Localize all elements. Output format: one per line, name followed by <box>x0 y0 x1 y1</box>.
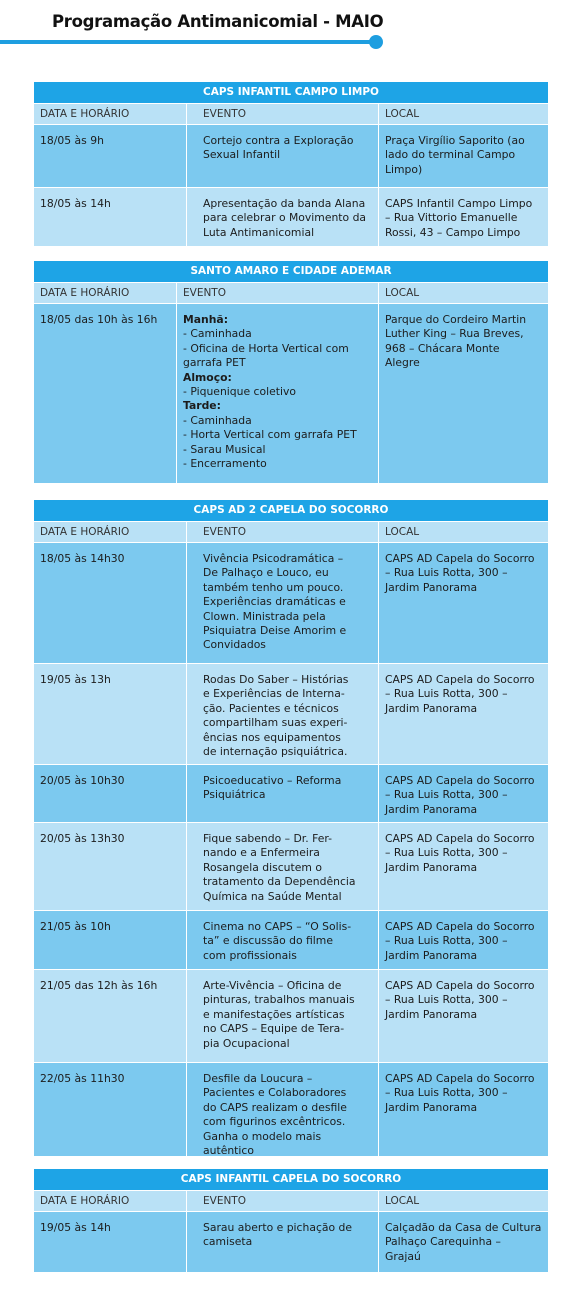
cell-date: 18/05 às 14h <box>40 197 111 210</box>
cell-local: CAPS AD Capela do Socorro – Rua Luis Rotta, 300 – Jardim Panorama <box>378 1063 548 1156</box>
cell-date: 18/05 às 9h <box>40 134 104 147</box>
table-row <box>34 1063 548 1157</box>
table-row <box>34 1212 548 1273</box>
cell-date: 20/05 às 13h30 <box>40 832 125 845</box>
section-caps-infantil-campo-limpo <box>34 82 548 247</box>
column-header-event: EVENTO <box>186 104 378 124</box>
section-caps-infantil-capela <box>34 1169 548 1273</box>
cell-date: 22/05 às 11h30 <box>40 1072 125 1085</box>
table-row <box>34 765 548 823</box>
section-caps-ad-capela <box>34 500 548 1157</box>
column-header-event: EVENTO <box>186 1191 378 1211</box>
column-header-date: DATA E HORÁRIO <box>40 287 130 299</box>
cell-date: 18/05 das 10h às 16h <box>40 313 158 326</box>
column-header-local: LOCAL <box>378 283 548 303</box>
section-header: CAPS AD 2 CAPELA DO SOCORRO <box>34 500 548 522</box>
cell-event: Psicoeducativo – Reforma Psiquiátrica <box>186 765 378 822</box>
cell-date: 18/05 às 14h30 <box>40 552 125 565</box>
cell-local: CAPS AD Capela do Socorro – Rua Luis Rotta, 300 – Jardim Panorama <box>378 765 548 822</box>
cell-date: 21/05 às 10h <box>40 920 111 933</box>
cell-event: Apresentação da banda Alana para celebrar o Movimento da Luta Antimanicomial <box>186 188 378 246</box>
column-header-row <box>34 283 548 304</box>
page-title: Programação Antimanicomial - MAIO <box>52 12 384 31</box>
column-header-event: EVENTO <box>176 283 378 303</box>
cell-event: Desfile da Loucura – Pacientes e Colaboradores do CAPS realizam o desfile com figurinos excêntricos. Ganha o modelo mais autêntico <box>186 1063 378 1156</box>
cell-date: 19/05 às 14h <box>40 1221 111 1234</box>
cell-event: Arte-Vivência – Oficina de pinturas, trabalhos manuais e manifestações artísticas no CAPS – Equipe de Tera- pia Ocupacional <box>186 970 378 1062</box>
column-header-local: LOCAL <box>378 104 548 124</box>
cell-local: Praça Virgílio Saporito (ao lado do terminal Campo Limpo) <box>378 125 548 187</box>
cell-local: Parque do Cordeiro Martin Luther King – Rua Breves, 968 – Chácara Monte Alegre <box>378 304 548 483</box>
cell-date: 21/05 das 12h às 16h <box>40 979 158 992</box>
cell-local: CAPS AD Capela do Socorro – Rua Luis Rotta, 300 – Jardim Panorama <box>378 970 548 1062</box>
table-row <box>34 911 548 970</box>
table-row <box>34 125 548 188</box>
column-header-date: DATA E HORÁRIO <box>40 108 130 120</box>
cell-event: Rodas Do Saber – Histórias e Experiências de Interna- ção. Pacientes e técnicos compartilham suas experi- ências nos equipamentos de internação psiquiátrica. <box>186 664 378 764</box>
cell-date: 19/05 às 13h <box>40 673 111 686</box>
section-header: CAPS INFANTIL CAPELA DO SOCORRO <box>34 1169 548 1191</box>
cell-event: Sarau aberto e pichação de camiseta <box>186 1212 378 1272</box>
section-header: CAPS INFANTIL CAMPO LIMPO <box>34 82 548 104</box>
title-rule <box>0 40 377 44</box>
section-header: SANTO AMARO E CIDADE ADEMAR <box>34 261 548 283</box>
cell-event: Vivência Psicodramática – De Palhaço e Louco, eu também tenho um pouco. Experiências dramáticas e Clown. Ministrada pela Psiquiatra Deise Amorim e Convidados <box>186 543 378 663</box>
table-row <box>34 304 548 484</box>
cell-event: Fique sabendo – Dr. Fer- nando e a Enfermeira Rosangela discutem o tratamento da Dependência Química na Saúde Mental <box>186 823 378 910</box>
cell-local: Calçadão da Casa de Cultura Palhaço Carequinha – Grajaú <box>378 1212 548 1272</box>
section-santo-amaro <box>34 261 548 484</box>
table-row <box>34 188 548 247</box>
cell-local: CAPS AD Capela do Socorro – Rua Luis Rotta, 300 – Jardim Panorama <box>378 823 548 910</box>
column-header-event: EVENTO <box>186 522 378 542</box>
cell-local: CAPS AD Capela do Socorro – Rua Luis Rotta, 300 – Jardim Panorama <box>378 911 548 969</box>
cell-event: Cinema no CAPS – “O Solis- ta” e discussão do filme com profissionais <box>186 911 378 969</box>
column-header-local: LOCAL <box>378 1191 548 1211</box>
cell-date: 20/05 às 10h30 <box>40 774 125 787</box>
column-header-date: DATA E HORÁRIO <box>40 526 130 538</box>
title-dot <box>369 35 383 49</box>
table-row <box>34 543 548 664</box>
table-row <box>34 823 548 911</box>
column-header-local: LOCAL <box>378 522 548 542</box>
cell-event: Manhã: - Caminhada - Oficina de Horta Vertical com garrafa PET Almoço: - Piquenique coletivo Tarde: - Caminhada - Horta Vertical com garrafa PET - Sarau Musical - Encerramento <box>176 304 378 483</box>
column-header-row <box>34 522 548 543</box>
column-header-row <box>34 1191 548 1212</box>
table-row <box>34 664 548 765</box>
column-header-row <box>34 104 548 125</box>
cell-local: CAPS Infantil Campo Limpo – Rua Vittorio Emanuelle Rossi, 43 – Campo Limpo <box>378 188 548 246</box>
cell-event: Cortejo contra a Exploração Sexual Infantil <box>186 125 378 187</box>
cell-local: CAPS AD Capela do Socorro – Rua Luis Rotta, 300 – Jardim Panorama <box>378 664 548 764</box>
cell-local: CAPS AD Capela do Socorro – Rua Luis Rotta, 300 – Jardim Panorama <box>378 543 548 663</box>
column-header-date: DATA E HORÁRIO <box>40 1195 130 1207</box>
table-row <box>34 970 548 1063</box>
